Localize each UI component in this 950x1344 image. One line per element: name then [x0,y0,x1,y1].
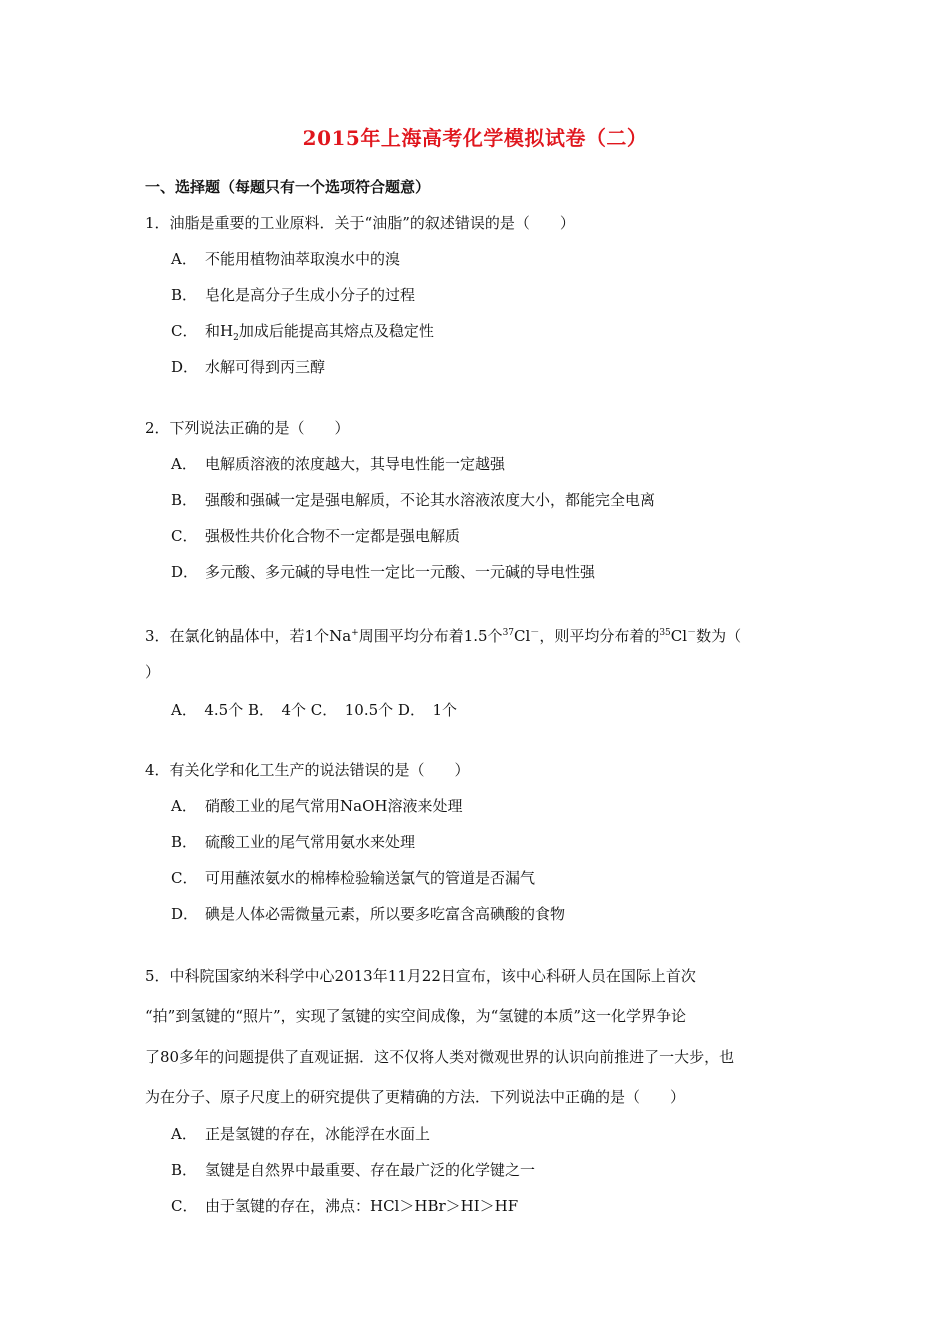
option-label: B． [171,286,198,304]
option-label: C． [171,869,198,887]
question-1-option-d [171,357,325,377]
option-label: D． [171,358,199,376]
question-2-option-a [171,454,505,474]
option-text: 可用蘸浓氨水的棉棒检验输送氯气的管道是否漏气 [205,869,536,887]
question-5-stem-line-2: “拍”到氢键的“照片”，实现了氢键的实空间成像，为“氢键的本质”这一化学界争论 [145,1007,687,1025]
question-3-options: A． 4.5个 B． 4个 C． 10.5个 D． 1个 [171,701,458,719]
option-label: B． [171,491,198,509]
option-label: B． [171,833,198,851]
question-4-option-d [171,904,565,924]
page-title: 2015年上海高考化学模拟试卷（二） [302,126,648,150]
question-1-option-c [171,321,434,348]
option-label: C． [171,1197,198,1215]
question-5-option-c [171,1196,518,1216]
option-label: A． [171,797,197,815]
option-text: 电解质溶液的浓度越大，其导电性能一定越强 [205,455,506,473]
option-label: C． [171,322,198,340]
option-text: 氢键是自然界中最重要、存在最广泛的化学键之一 [205,1161,536,1179]
section-heading: 一、选择题（每题只有一个选项符合题意） [145,178,431,196]
question-2-option-b [171,490,655,510]
question-5-option-a [171,1124,430,1144]
question-2-option-c [171,526,460,546]
option-label: A． [171,250,197,268]
option-text: 多元酸、多元碱的导电性一定比一元酸、一元碱的导电性强 [205,563,596,581]
question-4-option-c [171,868,535,888]
option-label: A． [171,455,197,473]
option-text: 强酸和强碱一定是强电解质，不论其水溶液浓度大小，都能完全电离 [205,491,656,509]
question-5-option-b [171,1160,535,1180]
option-text: 硝酸工业的尾气常用NaOH溶液来处理 [205,797,463,815]
question-5-stem-line-3: 了80多年的问题提供了直观证据．这不仅将人类对微观世界的认识向前推进了一大步，也 [145,1048,735,1066]
question-2-stem: 2．下列说法正确的是（ ） [145,419,350,437]
option-text: 皂化是高分子生成小分子的过程 [205,286,416,304]
question-2-option-d [171,562,595,582]
option-label: C． [171,527,198,545]
question-5-stem-line-1: 5．中科院国家纳米科学中心2013年11月22日宣布，该中心科研人员在国际上首次 [145,967,696,985]
option-label: B． [171,1161,198,1179]
option-text: 强极性共价化合物不一定都是强电解质 [205,527,461,545]
option-label: A． [171,1125,197,1143]
question-1-stem: 1．油脂是重要的工业原料．关于“油脂”的叙述错误的是（ ） [145,214,575,232]
option-label: D． [171,905,199,923]
option-text: 不能用植物油萃取溴水中的溴 [205,250,401,268]
question-5-stem-line-4: 为在分子、原子尺度上的研究提供了更精确的方法．下列说法中正确的是（ ） [145,1088,686,1106]
question-4-stem: 4．有关化学和化工生产的说法错误的是（ ） [145,761,470,779]
question-1-option-b [171,285,415,305]
question-4-option-a [171,796,462,816]
question-3-stem: 3．在氯化钠晶体中，若1个Na+周围平均分布着1.5个$^{37}$Cl－，则平均分布着的$^{35}$Cl－数为（ [145,627,742,645]
question-4-option-b [171,832,415,852]
option-label: D． [171,563,199,581]
option-text: 碘是人体必需微量元素，所以要多吃富含高碘酸的食物 [205,905,566,923]
option-text: 由于氢键的存在，沸点：HCl＞HBr＞HI＞HF [205,1197,519,1215]
question-3-stem-continuation: ） [145,663,161,681]
option-text: 和$H_2$加成后能提高其熔点及稳定性 [205,322,434,343]
option-text: 水解可得到丙三醇 [205,358,326,376]
option-text: 硫酸工业的尾气常用氨水来处理 [205,833,416,851]
question-1-option-a [171,249,400,269]
option-text: 正是氢键的存在，冰能浮在水面上 [205,1125,431,1143]
